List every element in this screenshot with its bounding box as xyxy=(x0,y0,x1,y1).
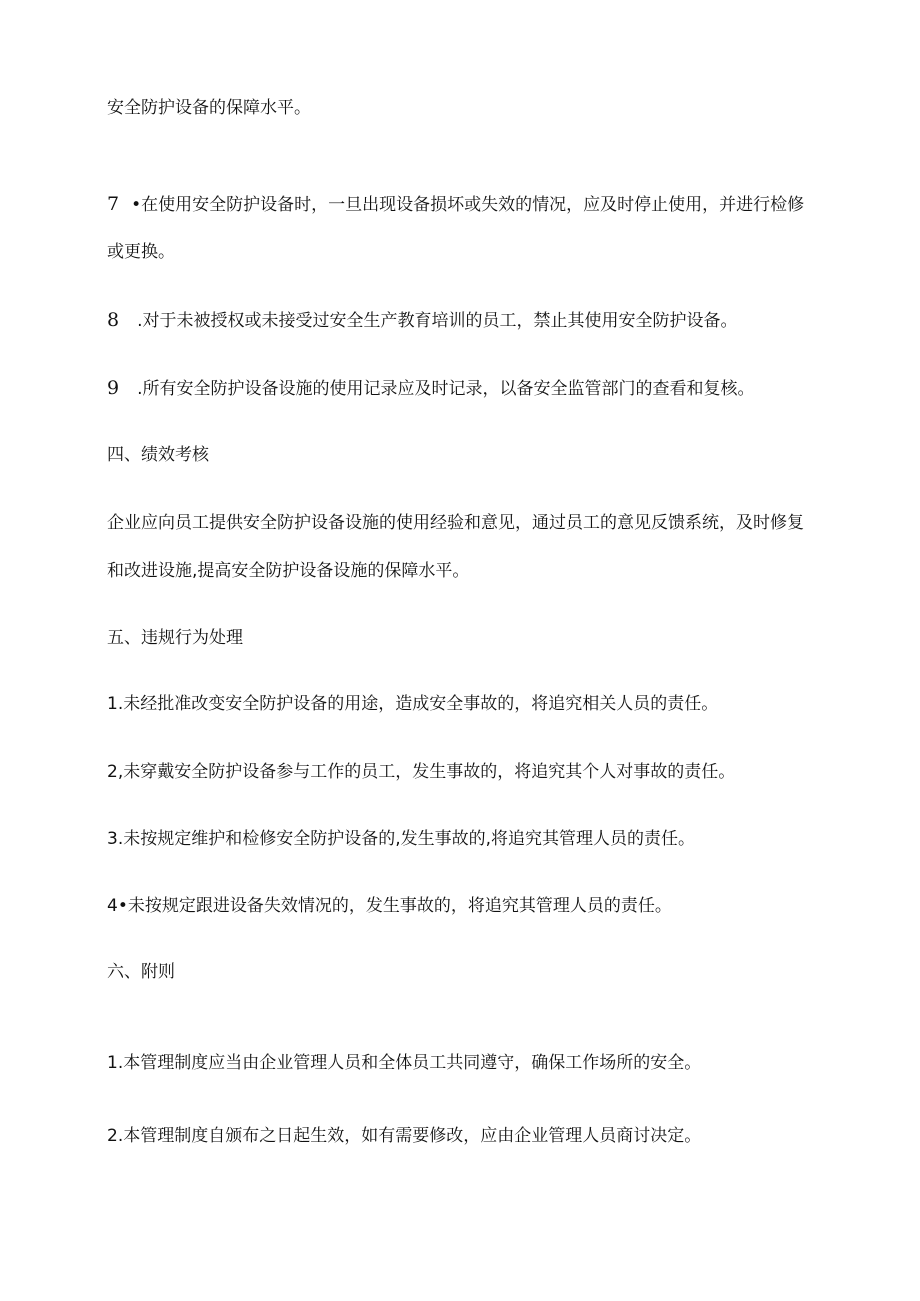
section-heading-4: 四、绩效考核 xyxy=(107,445,209,465)
item-7-line-1 xyxy=(107,194,807,215)
section-6-item-2: 2.本管理制度自颁布之日起生效，如有需要修改，应由企业管理人员商讨决定。 xyxy=(107,1126,702,1146)
item-8 xyxy=(107,310,807,331)
section-4-paragraph-line-1: 企业应向员工提供安全防护设备设施的使用经验和意见，通过员工的意见反馈系统，及时修复 xyxy=(107,513,804,533)
item-text: .对于未被授权或未接受过安全生产教育培训的员工，禁止其使用安全防护设备。 xyxy=(137,311,738,331)
item-number: 9 xyxy=(107,377,120,399)
section-5-item-4: 4•未按规定跟进设备失效情况的，发生事故的，将追究其管理人员的责任。 xyxy=(107,896,672,916)
item-text: .所有安全防护设备设施的使用记录应及时记录，以备安全监管部门的查看和复核。 xyxy=(137,379,755,399)
item-number: 7 xyxy=(107,193,120,215)
section-5-item-1: 1.未经批准改变安全防护设备的用途，造成安全事故的，将追究相关人员的责任。 xyxy=(107,694,719,714)
paragraph-continuation: 安全防护设备的保障水平。 xyxy=(107,98,311,118)
item-9 xyxy=(107,378,807,399)
section-heading-5: 五、违规行为处理 xyxy=(107,628,243,648)
item-7-line-2: 或更换。 xyxy=(107,242,175,262)
section-heading-6: 六、附则 xyxy=(107,962,175,982)
item-text: •在使用安全防护设备时，一旦出现设备损坏或失效的情况，应及时停止使用，并进行检修 xyxy=(131,195,805,215)
section-5-item-2: 2,未穿戴安全防护设备参与工作的员工，发生事故的，将追究其个人对事故的责任。 xyxy=(107,762,736,782)
section-6-item-1: 1.本管理制度应当由企业管理人员和全体员工共同遵守，确保工作场所的安全。 xyxy=(107,1053,702,1073)
section-5-item-3: 3.未按规定维护和检修安全防护设备的,发生事故的,将追究其管理人员的责任。 xyxy=(107,829,696,849)
section-4-paragraph-line-2: 和改进设施,提高安全防护设备设施的保障水平。 xyxy=(107,561,470,581)
item-number: 8 xyxy=(107,309,120,331)
